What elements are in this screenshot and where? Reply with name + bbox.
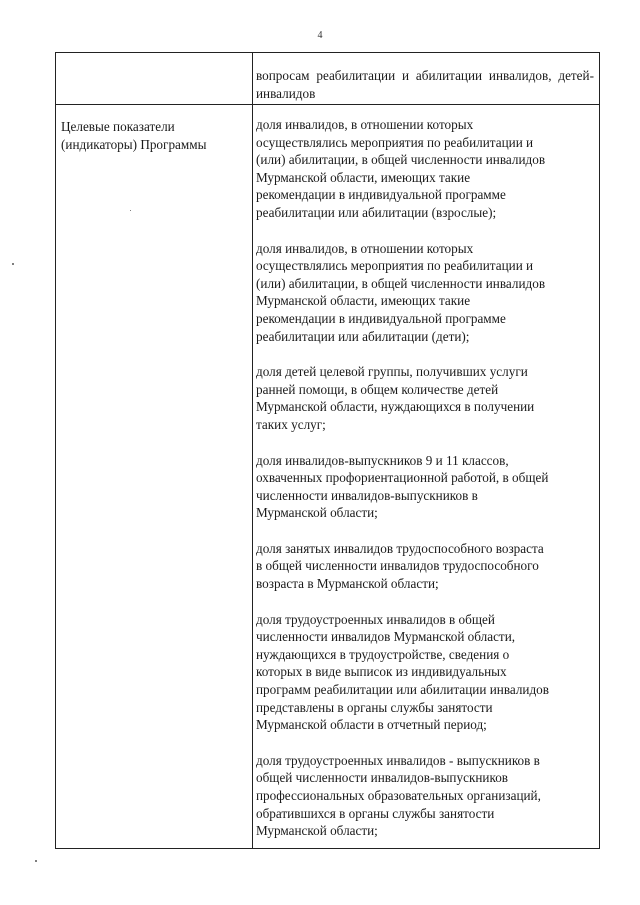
indicator-line: представлены в органы службы занятости (256, 699, 493, 715)
scan-speck (130, 210, 131, 211)
indicator-line: осуществлялись мероприятия по реабилитации и (256, 134, 534, 150)
indicator-line: Мурманской области в отчетный период; (256, 717, 487, 733)
indicator-line: реабилитации или абилитации (дети); (256, 328, 470, 344)
indicator-line: программ реабилитации или абилитации инвалидов (256, 682, 550, 698)
indicator-line: реабилитации или абилитации (взрослые); (256, 204, 497, 220)
indicator-line: Мурманской области, имеющих такие (256, 169, 471, 185)
scan-speck (12, 263, 14, 265)
indicator-line: численности инвалидов Мурманской области, (256, 629, 516, 645)
indicator-line: ранней помощи, в общем количестве детей (256, 381, 499, 397)
indicator-line: доля детей целевой группы, получивших услуги (256, 364, 528, 380)
indicator-item (256, 752, 596, 840)
indicator-line: доля инвалидов, в отношении которых (256, 240, 474, 256)
indicator-line: в общей численности инвалидов трудоспособного (256, 558, 539, 574)
indicator-item (256, 363, 596, 433)
scan-speck (35, 860, 37, 862)
indicator-line: которых в виде выписок из индивидуальных (256, 664, 507, 680)
indicator-line: (или) абилитации, в общей численности инвалидов (256, 275, 546, 291)
indicator-line: Мурманской области; (256, 505, 378, 521)
indicator-line: Мурманской области; (256, 823, 378, 839)
indicator-line: рекомендации в индивидуальной программе (256, 187, 506, 203)
indicator-item (256, 240, 596, 346)
program-table (55, 52, 600, 849)
indicator-line: профессиональных образовательных организаций, (256, 788, 541, 803)
indicator-line: таких услуг; (256, 416, 326, 432)
indicator-line: Мурманской области, имеющих такие (256, 293, 471, 309)
indicator-item (256, 611, 596, 734)
indicator-line: нуждающихся в трудоустройстве, сведения о (256, 646, 510, 662)
indicator-line: обратившихся в органы службы занятости (256, 805, 495, 821)
indicator-line: доля инвалидов, в отношении которых (256, 117, 474, 132)
indicator-item (256, 116, 596, 222)
indicator-line: доля инвалидов-выпускников 9 и 11 классов, (256, 452, 509, 468)
row-divider (56, 104, 599, 105)
row-label-target-indicators: Целевые показатели (индикаторы) Программы (61, 119, 207, 152)
indicator-line: общей численности инвалидов-выпускников (256, 770, 509, 786)
indicator-item (256, 540, 596, 593)
indicator-line: осуществлялись мероприятия по реабилитации и (256, 258, 534, 274)
indicator-item (256, 452, 596, 522)
indicator-line: доля трудоустроенных инвалидов в общей (256, 611, 495, 627)
indicator-line: рекомендации в индивидуальной программе (256, 310, 506, 326)
indicator-line: охваченных профориентационной работой, в общей (256, 470, 549, 486)
continuation-cell: вопросам реабилитации и абилитации инвалидов, детей-инвалидов (256, 68, 594, 101)
indicator-line: доля занятых инвалидов трудоспособного возраста (256, 540, 544, 556)
column-divider (252, 53, 253, 848)
indicator-line: возраста в Мурманской области; (256, 576, 439, 592)
indicators-list (256, 116, 596, 840)
indicator-line: доля трудоустроенных инвалидов - выпускников в (256, 752, 540, 768)
indicator-line: (или) абилитации, в общей численности инвалидов (256, 152, 546, 168)
indicator-line: Мурманской области, нуждающихся в получении (256, 399, 535, 415)
indicator-line: численности инвалидов-выпускников в (256, 487, 478, 503)
page-number: 4 (317, 30, 323, 41)
